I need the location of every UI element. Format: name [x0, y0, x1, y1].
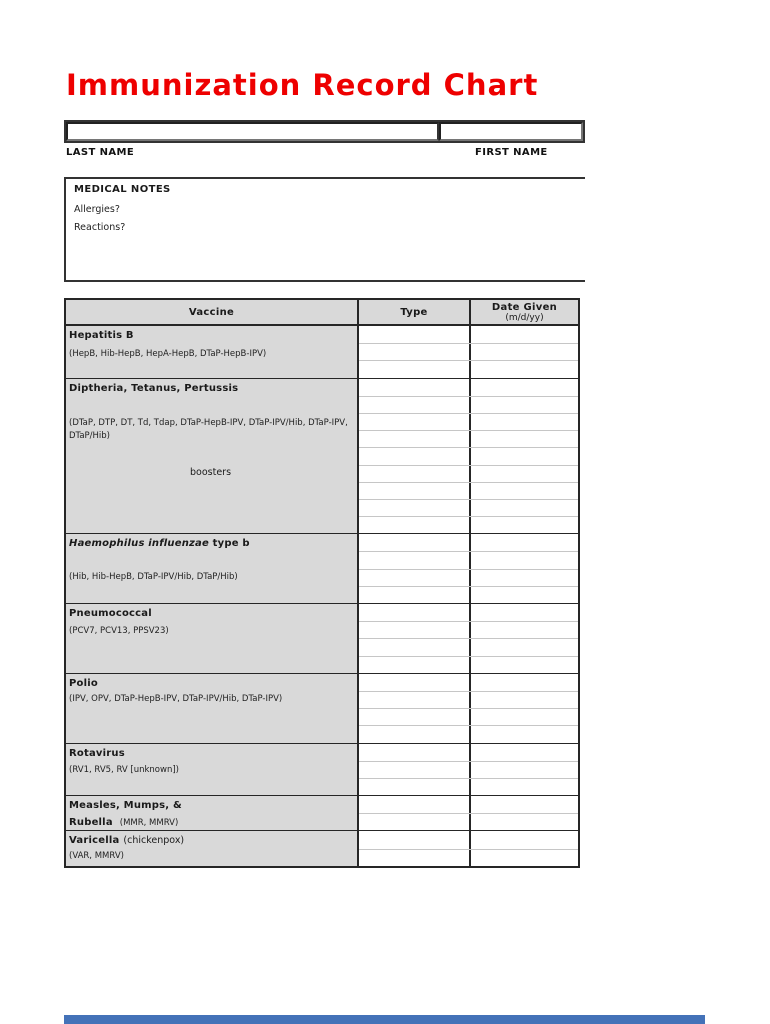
date-given-entry-cell[interactable] [471, 431, 578, 447]
entry-row [359, 413, 578, 430]
vaccine-label-cell-polio [66, 674, 359, 743]
type-entry-cell[interactable] [359, 448, 471, 464]
entry-rows-varicella [359, 831, 578, 865]
vaccine-text-line: (PCV7, PCV13, PPSV23) [69, 626, 169, 636]
date-given-entry-cell[interactable] [471, 500, 578, 516]
vaccine-section-pneumococcal [66, 603, 578, 673]
name-fields-row [64, 120, 585, 143]
entry-row [359, 725, 578, 742]
type-entry-cell[interactable] [359, 779, 471, 795]
entry-row [359, 831, 578, 848]
type-entry-cell[interactable] [359, 552, 471, 568]
vaccine-text-line: boosters [189, 466, 232, 478]
vaccine-label-cell-hepatitis-b [66, 326, 359, 378]
entry-row [359, 430, 578, 447]
date-given-entry-cell[interactable] [471, 692, 578, 708]
entry-row [359, 796, 578, 813]
vaccine-text-line: Rubella (MMR, MMRV) [69, 817, 179, 829]
first-name-input[interactable] [439, 122, 583, 141]
entry-row [359, 326, 578, 343]
type-entry-cell[interactable] [359, 762, 471, 778]
entry-row [359, 551, 578, 568]
vaccine-label-cell-haemophilus-influenzae-type-b [66, 534, 359, 603]
vaccine-text-line: (DTaP, DTP, DT, Td, Tdap, DTaP-HepB-IPV, DTaP-IPV/Hib, DTaP-IPV, DTaP/Hib) [69, 417, 348, 441]
date-given-entry-cell[interactable] [471, 726, 578, 742]
entry-row [359, 708, 578, 725]
vaccine-section-haemophilus-influenzae-type-b [66, 533, 578, 603]
date-given-entry-cell[interactable] [471, 657, 578, 673]
type-entry-cell[interactable] [359, 534, 471, 551]
date-given-entry-cell[interactable] [471, 361, 578, 377]
type-entry-cell[interactable] [359, 517, 471, 533]
date-given-entry-cell[interactable] [471, 796, 578, 813]
type-entry-cell[interactable] [359, 500, 471, 516]
entry-row [359, 343, 578, 360]
vaccine-text-line: Polio [69, 677, 98, 689]
vaccine-section-varicella [66, 830, 578, 865]
vaccine-section-rotavirus [66, 743, 578, 796]
type-entry-cell[interactable] [359, 414, 471, 430]
entry-row [359, 586, 578, 603]
date-given-entry-cell[interactable] [471, 814, 578, 830]
vaccine-text-line: Varicella (chickenpox) [69, 835, 185, 847]
type-entry-cell[interactable] [359, 344, 471, 360]
entry-row [359, 482, 578, 499]
vaccine-label-cell-varicella [66, 831, 359, 865]
date-given-entry-cell[interactable] [471, 587, 578, 603]
vaccine-text-line: (VAR, MMRV) [69, 851, 124, 862]
entry-row [359, 674, 578, 691]
type-entry-cell[interactable] [359, 604, 471, 621]
type-entry-cell[interactable] [359, 657, 471, 673]
date-given-entry-cell[interactable] [471, 709, 578, 725]
entry-row [359, 744, 578, 761]
header-type [359, 300, 471, 324]
type-entry-cell[interactable] [359, 796, 471, 813]
vaccine-text-line: (IPV, OPV, DTaP-HepB-IPV, DTaP-IPV/Hib, DTaP-IPV) [69, 693, 283, 704]
type-entry-cell[interactable] [359, 570, 471, 586]
entry-rows-polio [359, 674, 578, 743]
date-given-entry-cell[interactable] [471, 639, 578, 655]
entry-row [359, 379, 578, 396]
type-entry-cell[interactable] [359, 622, 471, 638]
entry-row [359, 638, 578, 655]
entry-row [359, 761, 578, 778]
vaccine-table [64, 298, 580, 868]
type-entry-cell[interactable] [359, 587, 471, 603]
entry-rows-measles-mumps-rubella [359, 796, 578, 830]
allergies-prompt: Allergies? [74, 204, 120, 215]
date-given-entry-cell[interactable] [471, 570, 578, 586]
date-given-entry-cell[interactable] [471, 517, 578, 533]
date-given-entry-cell[interactable] [471, 622, 578, 638]
type-entry-cell[interactable] [359, 692, 471, 708]
date-given-entry-cell[interactable] [471, 534, 578, 551]
entry-rows-haemophilus-influenzae-type-b [359, 534, 578, 603]
medical-notes-heading: MEDICAL NOTES [74, 184, 171, 195]
entry-row [359, 396, 578, 413]
header-type-label: Type [400, 306, 428, 318]
date-given-entry-cell[interactable] [471, 414, 578, 430]
vaccine-label-cell-pneumococcal [66, 604, 359, 673]
date-given-entry-cell[interactable] [471, 397, 578, 413]
date-given-entry-cell[interactable] [471, 779, 578, 795]
date-given-entry-cell[interactable] [471, 326, 578, 343]
date-given-entry-cell[interactable] [471, 762, 578, 778]
last-name-input[interactable] [66, 122, 439, 141]
date-given-entry-cell[interactable] [471, 552, 578, 568]
entry-row [359, 656, 578, 673]
type-entry-cell[interactable] [359, 639, 471, 655]
date-given-entry-cell[interactable] [471, 850, 578, 866]
type-entry-cell[interactable] [359, 814, 471, 830]
header-vaccine [66, 300, 359, 324]
date-given-entry-cell[interactable] [471, 466, 578, 482]
entry-row [359, 516, 578, 533]
entry-row [359, 360, 578, 377]
vaccine-text-line: Diptheria, Tetanus, Pertussis [69, 382, 239, 394]
entry-rows-pneumococcal [359, 604, 578, 673]
header-vaccine-label: Vaccine [188, 306, 235, 318]
date-given-entry-cell[interactable] [471, 344, 578, 360]
type-entry-cell[interactable] [359, 726, 471, 742]
type-entry-cell[interactable] [359, 397, 471, 413]
vaccine-text-line: Pneumococcal [69, 608, 152, 619]
date-given-entry-cell[interactable] [471, 483, 578, 499]
page-title: Immunization Record Chart [66, 68, 539, 102]
header-date-given-label: Date Given [491, 301, 558, 313]
vaccine-label-cell-rotavirus [66, 744, 359, 796]
entry-rows-rotavirus [359, 744, 578, 796]
type-entry-cell[interactable] [359, 850, 471, 866]
type-entry-cell[interactable] [359, 361, 471, 377]
type-entry-cell[interactable] [359, 431, 471, 447]
type-entry-cell[interactable] [359, 466, 471, 482]
vaccine-text-line: Haemophilus influenzae type b [69, 538, 250, 550]
header-date-format-label: (m/d/yy) [505, 312, 544, 323]
type-entry-cell[interactable] [359, 709, 471, 725]
entry-row [359, 604, 578, 621]
date-given-entry-cell[interactable] [471, 379, 578, 396]
reactions-prompt: Reactions? [74, 222, 126, 233]
entry-row [359, 778, 578, 795]
entry-row [359, 691, 578, 708]
type-entry-cell[interactable] [359, 674, 471, 691]
date-given-entry-cell[interactable] [471, 604, 578, 621]
entry-row [359, 569, 578, 586]
entry-row [359, 849, 578, 866]
entry-row [359, 447, 578, 464]
vaccine-text-line: Rotavirus [69, 747, 125, 759]
entry-row [359, 813, 578, 830]
type-entry-cell[interactable] [359, 744, 471, 761]
first-name-label: FIRST NAME [475, 147, 548, 158]
date-given-entry-cell[interactable] [471, 674, 578, 691]
entry-row [359, 499, 578, 516]
vaccine-section-polio [66, 673, 578, 743]
vaccine-text-line: (HepB, Hib-HepB, HepA-HepB, DTaP-HepB-IPV) [69, 349, 267, 359]
page-break-bar [64, 1015, 705, 1024]
vaccine-table-header [66, 300, 578, 326]
entry-row [359, 621, 578, 638]
name-labels-row [0, 147, 770, 161]
vaccine-text-line: Measles, Mumps, & [69, 800, 182, 812]
vaccine-text-line: (Hib, Hib-HepB, DTaP-IPV/Hib, DTaP/Hib) [69, 572, 238, 583]
vaccine-text-line: (RV1, RV5, RV [unknown]) [69, 764, 179, 775]
type-entry-cell[interactable] [359, 326, 471, 343]
date-given-entry-cell[interactable] [471, 831, 578, 848]
type-entry-cell[interactable] [359, 483, 471, 499]
vaccine-label-cell-diptheria-tetanus-pertussis [66, 379, 359, 534]
entry-row [359, 534, 578, 551]
vaccine-text-line: Hepatitis B [69, 330, 134, 341]
type-entry-cell[interactable] [359, 379, 471, 396]
medical-notes-area[interactable] [64, 177, 585, 282]
entry-rows-hepatitis-b [359, 326, 578, 378]
vaccine-section-hepatitis-b [66, 326, 578, 378]
vaccine-section-measles-mumps-rubella [66, 795, 578, 830]
vaccine-table-body [66, 326, 578, 866]
type-entry-cell[interactable] [359, 831, 471, 848]
header-date-given [471, 300, 578, 324]
date-given-entry-cell[interactable] [471, 448, 578, 464]
date-given-entry-cell[interactable] [471, 744, 578, 761]
last-name-label: LAST NAME [66, 147, 135, 158]
entry-row [359, 465, 578, 482]
vaccine-label-cell-measles-mumps-rubella [66, 796, 359, 830]
entry-rows-diptheria-tetanus-pertussis [359, 379, 578, 534]
vaccine-section-diptheria-tetanus-pertussis [66, 378, 578, 534]
